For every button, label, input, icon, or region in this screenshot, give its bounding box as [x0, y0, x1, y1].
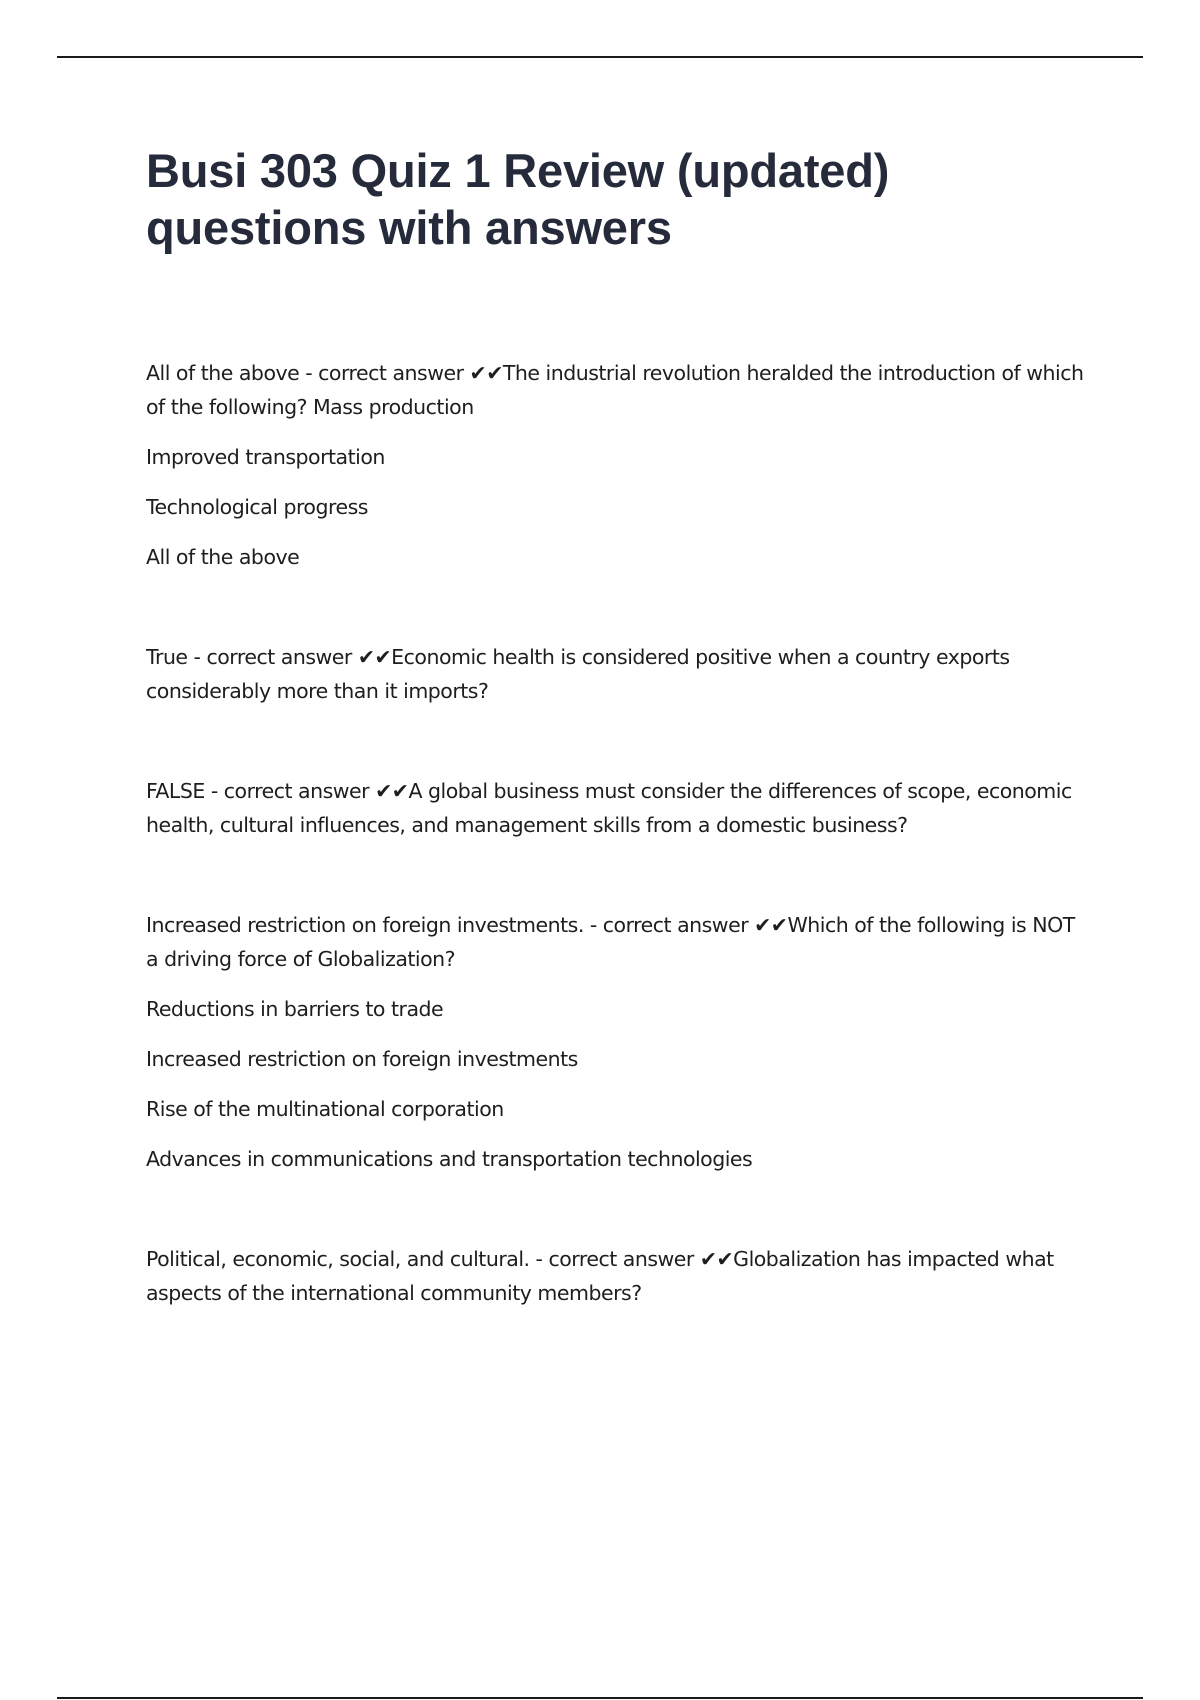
qa-block-4 — [146, 908, 1091, 1176]
option: Advances in communications and transportation technologies — [146, 1147, 753, 1171]
bottom-rule — [57, 1697, 1143, 1699]
top-rule — [57, 56, 1143, 58]
title-line-1: Busi 303 Quiz 1 Review (updated) — [146, 144, 890, 197]
qa-text: All of the above - correct answer ✔✔The industrial revolution heralded the introduction of which of the following? Mass production — [146, 361, 1084, 419]
option: Reductions in barriers to trade — [146, 997, 444, 1021]
option: Rise of the multinational corporation — [146, 1097, 504, 1121]
page-title — [146, 142, 1086, 256]
qa-block-1 — [146, 356, 1091, 574]
qa-block-2 — [146, 640, 1091, 708]
qa-text: True - correct answer ✔✔Economic health is considered positive when a country exports considerably more than it imports? — [146, 645, 1010, 703]
qa-text: FALSE - correct answer ✔✔A global business must consider the differences of scope, economic health, cultural influences, and management skills from a domestic business? — [146, 779, 1072, 837]
option: Increased restriction on foreign investments — [146, 1047, 578, 1071]
option: Improved transportation — [146, 445, 385, 469]
qa-block-5 — [146, 1242, 1091, 1310]
qa-block-3 — [146, 774, 1091, 842]
qa-text: Increased restriction on foreign investments. - correct answer ✔✔Which of the following is NOT a driving force of Globalization? — [146, 913, 1075, 971]
option: All of the above — [146, 545, 300, 569]
qa-text: Political, economic, social, and cultural. - correct answer ✔✔Globalization has impacted what aspects of the international community members? — [146, 1247, 1054, 1305]
option: Technological progress — [146, 495, 368, 519]
qa-list — [146, 356, 1091, 1310]
title-line-2: questions with answers — [146, 201, 672, 254]
